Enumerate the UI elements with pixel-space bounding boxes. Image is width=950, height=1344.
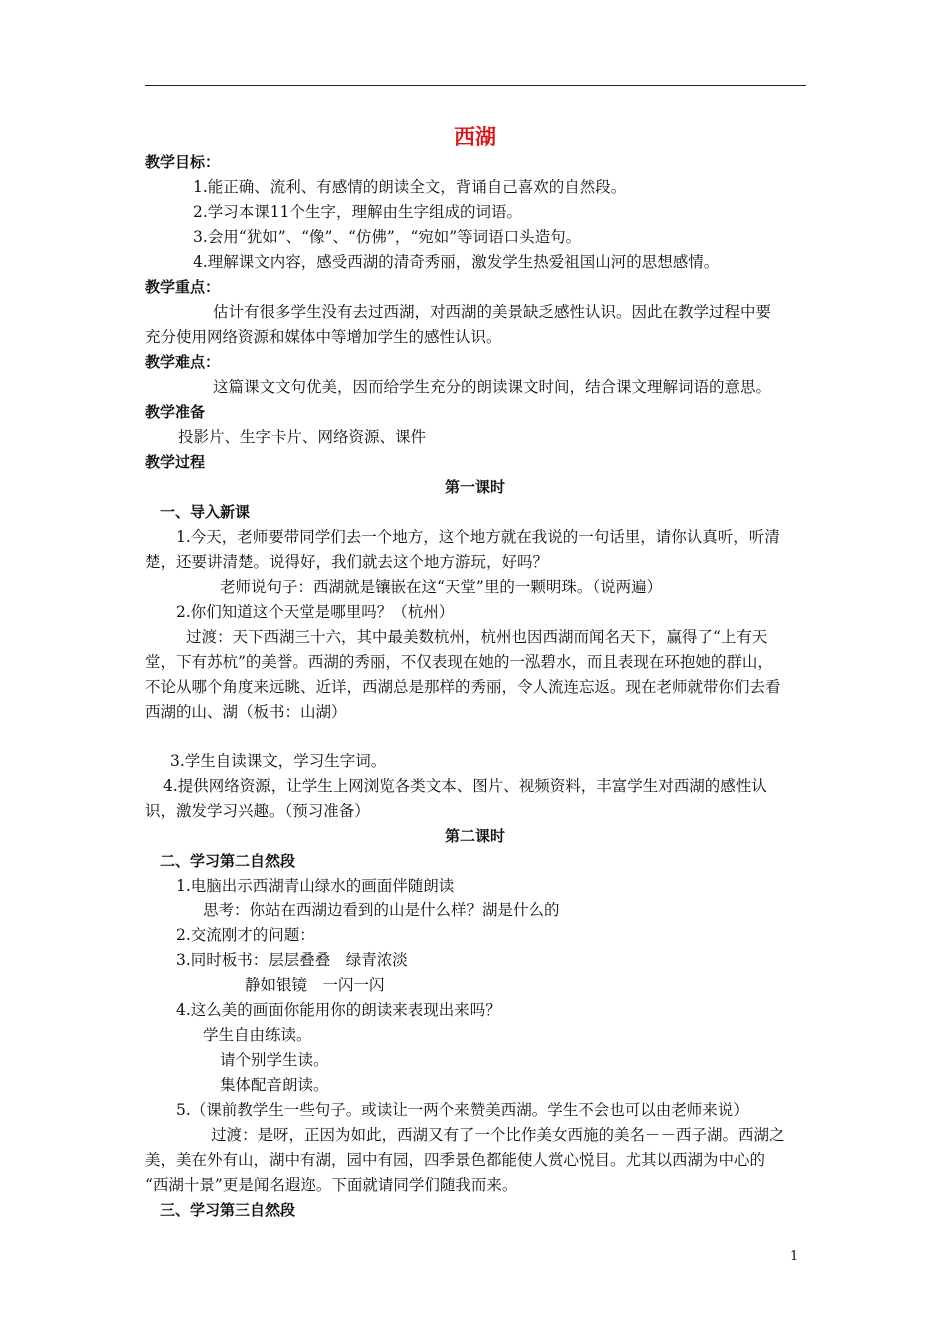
lesson-2-item-4b: 请个别学生读。 (220, 1051, 329, 1069)
transition-2-line-2: 美，美在外有山，湖中有湖，园中有园，四季景色都能使人赏心悦目。尤其以西湖为中心的 (145, 1151, 766, 1169)
lesson-2-heading: 第二课时 (444, 827, 505, 845)
transition-2-line-3: “西湖十景”更是闻名遐迩。下面就请同学们随我而来。 (145, 1176, 518, 1194)
key-points-heading: 教学重点： (145, 278, 221, 296)
transition-1-line-2: 堂，下有苏杭”的美誉。西湖的秀丽，不仅表现在她的一泓碧水，而且表现在环抱她的群山， (145, 653, 773, 671)
goal-4: 4.理解课文内容，感受西湖的清奇秀丽，激发学生热爱祖国山河的思想感情。 (193, 253, 720, 271)
goal-3: 3.会用“犹如”、“像”、“仿佛”，“宛如”等词语口头造句。 (193, 228, 582, 246)
lesson-1-item-2: 2.你们知道这个天堂是哪里吗？（杭州） (176, 603, 455, 621)
lesson-1-heading: 第一课时 (444, 478, 505, 496)
lesson-2-item-3: 3.同时板书：层层叠叠 绿青浓淡 (176, 951, 408, 969)
document-title: 西湖 (454, 125, 496, 149)
lesson-1-item-1b: 楚，还要讲清楚。说得好，我们就去这个地方游玩，好吗？ (145, 553, 549, 571)
part-2-heading: 二、学习第二自然段 (160, 852, 296, 870)
goal-2: 2.学习本课11个生字，理解由生字组成的词语。 (193, 203, 523, 221)
page-number: 1 (790, 1249, 799, 1264)
transition-1-line-1: 过渡：天下西湖三十六，其中最美数杭州，杭州也因西湖而闻名天下，赢得了“上有天 (186, 628, 768, 646)
key-points-line-2: 充分使用网络资源和媒体中等增加学生的感性认识。 (145, 328, 502, 346)
header-rule (145, 85, 806, 86)
lesson-2-item-4c: 集体配音朗读。 (220, 1076, 329, 1094)
transition-1-line-3: 不论从哪个角度来远眺、近详，西湖总是那样的秀丽，令人流连忘返。现在老师就带你们去看 (145, 678, 781, 696)
preparation-heading: 教学准备 (145, 403, 206, 421)
goals-heading: 教学目标： (145, 153, 221, 171)
transition-1-line-4: 西湖的山、湖（板书：山湖） (145, 703, 347, 721)
lesson-1-item-3: 3.学生自读课文，学习生字词。 (170, 752, 387, 770)
lesson-1-item-1a: 1.今天，老师要带同学们去一个地方，这个地方就在我说的一句话里，请你认真听，听清 (176, 528, 780, 546)
process-heading: 教学过程 (145, 453, 206, 471)
lesson-2-item-5: 5.（课前教学生一些句子。或读让一两个来赞美西湖。学生不会也可以由老师来说） (176, 1101, 749, 1119)
lesson-2-item-1b: 思考：你站在西湖边看到的山是什么样？湖是什么的 (203, 901, 560, 919)
lesson-1-item-4a: 4.提供网络资源，让学生上网浏览各类文本、图片、视频资料，丰富学生对西湖的感性认 (163, 777, 767, 795)
key-points-line-1: 估计有很多学生没有去过西湖，对西湖的美景缺乏感性认识。因此在教学过程中要 (213, 303, 772, 321)
goal-1: 1.能正确、流利、有感情的朗读全文，背诵自己喜欢的自然段。 (193, 178, 627, 196)
lesson-2-item-4: 4.这么美的画面你能用你的朗读来表现出来吗？ (176, 1001, 501, 1019)
lesson-2-item-1: 1.电脑出示西湖青山绿水的画面伴随朗读 (176, 877, 455, 895)
difficulties-line: 这篇课文文句优美，因而给学生充分的朗读课文时间，结合课文理解词语的意思。 (213, 378, 772, 396)
lesson-2-item-4a: 学生自由练读。 (203, 1026, 312, 1044)
difficulties-heading: 教学难点： (145, 353, 221, 371)
lesson-1-item-1c: 老师说句子：西湖就是镶嵌在这“天堂”里的一颗明珠。（说两遍） (220, 578, 663, 596)
lesson-1-item-4b: 识，激发学习兴趣。（预习准备） (145, 802, 370, 820)
transition-2-line-1: 过渡：是呀，正因为如此，西湖又有了一个比作美女西施的美名－－西子湖。西湖之 (211, 1126, 785, 1144)
part-1-heading: 一、导入新课 (160, 503, 251, 521)
preparation-line: 投影片、生字卡片、网络资源、课件 (178, 428, 427, 446)
lesson-2-item-3b: 静如银镜 一闪一闪 (245, 976, 385, 994)
part-3-heading: 三、学习第三自然段 (160, 1201, 296, 1219)
lesson-2-item-2: 2.交流刚才的问题： (176, 926, 315, 944)
